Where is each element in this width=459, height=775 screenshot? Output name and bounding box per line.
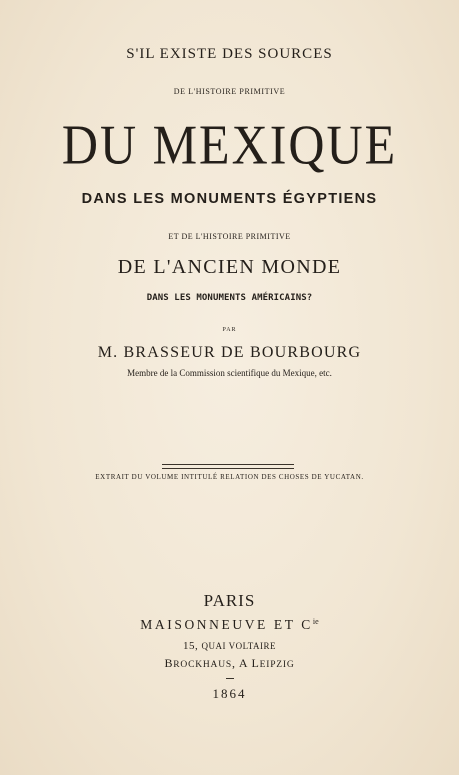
address-street: QUAI VOLTAIRE xyxy=(201,641,277,651)
imprint-city: PARIS xyxy=(203,591,256,610)
title-line-6: DE L'ANCIEN MONDE xyxy=(117,256,342,278)
main-title: DU MEXIQUE xyxy=(61,113,398,176)
imprint-address xyxy=(0,640,459,652)
publisher-name: MAISONNEUVE ET C xyxy=(140,617,313,632)
imprint-publisher xyxy=(0,617,459,633)
divider-rule-top xyxy=(162,464,294,465)
title-line-5: ET DE L'HISTOIRE PRIMITIVE xyxy=(168,232,291,241)
par-label: PAR xyxy=(222,327,237,333)
co-city-initial: L xyxy=(251,656,260,670)
extract-note: EXTRAIT DU VOLUME INTITULÉ RELATION DES CHOSES DE YUCATAN. xyxy=(95,473,364,481)
address-number: 15, xyxy=(182,640,199,652)
title-line-4: DANS LES MONUMENTS ÉGYPTIENS xyxy=(81,191,378,207)
title-line-1: S'IL EXISTE DES SOURCES xyxy=(126,46,333,62)
author-name: M. BRASSEUR DE BOURBOURG xyxy=(97,344,362,361)
co-publisher-rest: ROCKHAUS xyxy=(173,660,232,670)
author-title: Membre de la Commission scientifique du Mexique, etc. xyxy=(127,368,332,378)
co-city-rest: EIPZIG xyxy=(259,660,295,670)
imprint-co-publisher xyxy=(0,656,459,671)
co-publisher-sep: , A xyxy=(231,656,252,670)
imprint-year: 1864 xyxy=(212,686,247,701)
title-line-2: DE L'HISTOIRE PRIMITIVE xyxy=(173,87,286,96)
divider-rule-bottom xyxy=(162,468,294,469)
title-line-7: DANS LES MONUMENTS AMÉRICAINS? xyxy=(146,293,313,303)
co-publisher-initial: B xyxy=(164,656,174,670)
publisher-superscript: ie xyxy=(312,617,319,626)
year-rule xyxy=(226,678,234,679)
